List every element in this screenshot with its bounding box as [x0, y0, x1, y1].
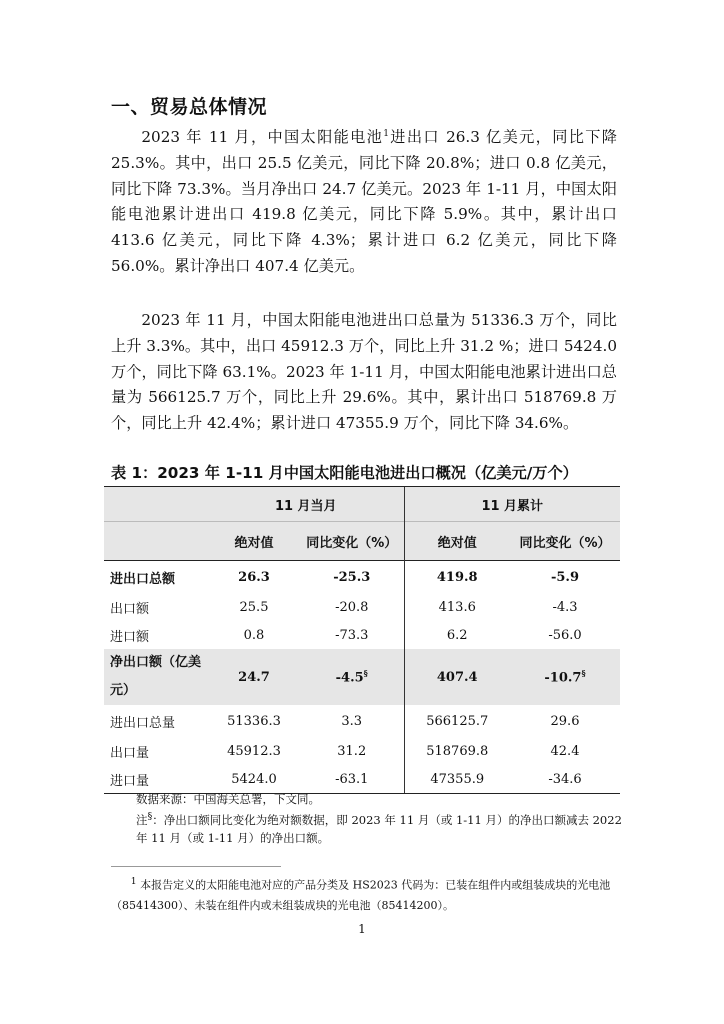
cell: -63.1: [300, 765, 404, 794]
row-label: 出口量: [110, 745, 150, 761]
footnote-ref[interactable]: 1: [383, 128, 389, 139]
cell: -56.0: [548, 627, 582, 643]
footnote: [111, 872, 621, 916]
note-ref: §: [581, 668, 586, 679]
cell: [510, 649, 620, 705]
row-label: 进出口总量: [110, 715, 176, 731]
table-row: [104, 593, 620, 621]
paragraph-value-summary: [111, 125, 617, 280]
col-header-abs: 绝对值: [404, 522, 510, 561]
cell: -4.3: [552, 599, 578, 615]
cell: 29.6: [550, 713, 580, 729]
cell: 566125.7: [404, 705, 510, 737]
col-header-yoy: 同比变化（%）: [300, 522, 404, 561]
row-label: 出口额: [110, 601, 150, 617]
cell: 51336.3: [227, 713, 281, 729]
cell: 25.5: [239, 599, 269, 615]
cell: 26.3: [208, 561, 300, 594]
col-header-abs: 绝对值: [208, 522, 300, 561]
cell: 5424.0: [208, 765, 300, 794]
source-note: 数据来源：中国海关总署，下文同。: [136, 792, 320, 806]
paragraph-part: 2023 年 11 月，中国太阳能电池: [141, 128, 384, 146]
cell: 45912.3: [227, 743, 281, 759]
footnote-text: 本报告定义的太阳能电池对应的产品分类及 HS2023 代码为：已装在组件内或组装成块的光电池（85414300）、未装在组件内或未组装成块的光电池（85414200）。: [111, 878, 611, 912]
cell: 419.8: [404, 561, 510, 594]
cell: 6.2: [404, 621, 510, 649]
cell-value: -10.7: [544, 670, 582, 686]
trade-overview-table: [104, 486, 620, 794]
group-header-cumulative: 11 月累计: [404, 487, 620, 522]
row-label: 进口额: [110, 629, 150, 645]
cell: 42.4: [550, 743, 580, 759]
table-row: [104, 737, 620, 765]
table-row: [104, 705, 620, 737]
cell: 407.4: [404, 649, 510, 705]
cell: [300, 649, 404, 705]
row-label: 进口量: [104, 765, 208, 794]
cell: 413.6: [404, 593, 510, 621]
row-label: 净出口额（亿美元）: [104, 649, 208, 705]
cell: -34.6: [510, 765, 620, 794]
cell: 518769.8: [404, 737, 510, 765]
section-heading: 一、贸易总体情况: [111, 96, 268, 118]
col-header-yoy: 同比变化（%）: [510, 522, 620, 561]
table-row: [104, 561, 620, 594]
paragraph-volume-summary: 2023 年 11 月，中国太阳能电池进出口总量为 51336.3 万个，同比上升 3.3%。其中，出口 45912.3 万个，同比上升 31.2 %；进口 5424.0 万个，同比下降 63.1%。2023 年 1-11 月，中国太阳能电池累计进出口总量为 566125.7 万个，同比上升 29.6%。其中，累计出口 518769.8 万个，同比上升 42.4%；累计进口 47355.9 万个，同比下降 34.6%。: [111, 311, 617, 433]
footnote-divider: [111, 866, 281, 867]
header-corner: [104, 487, 208, 522]
group-header-month: 11 月当月: [208, 487, 404, 522]
cell: -73.3: [335, 627, 369, 643]
row-label: 进出口总额: [104, 561, 208, 594]
page-number: 1: [358, 922, 366, 936]
cell: 31.2: [337, 743, 367, 759]
header-corner: [104, 522, 208, 561]
cell: 47355.9: [404, 765, 510, 794]
note-ref: §: [363, 668, 368, 679]
note-text: ：净出口额同比变化为绝对额数据，即 2023 年 11 月（或 1-11 月）的净出口额减去 2022 年 11 月（或 1-11 月）的净出口额。: [136, 812, 622, 845]
cell-value: -4.5: [335, 670, 364, 686]
cell: 24.7: [208, 649, 300, 705]
paragraph-part: 进出口 26.3 亿美元，同比下降 25.3%。其中，出口 25.5 亿美元，同比下降 20.8%；进口 0.8 亿美元，同比下降 73.3%。当月净出口 24.7 亿美元。2023 年 1-11 月，中国太阳能电池累计进出口 419.8 亿美元，同比下降 5.9%。其中，累计出口 413.6 亿美元，同比下降 4.3%；累计进口 6.2 亿美元，同比下降 56.0%。累计净出口 407.4 亿美元。: [111, 128, 617, 275]
cell: 3.3: [341, 713, 363, 729]
table-row: [104, 621, 620, 649]
note-prefix: 注: [136, 812, 148, 827]
table-note: [136, 808, 626, 847]
footnote-mark: 1: [130, 876, 137, 887]
table-caption: 表 1：2023 年 1-11 月中国太阳能电池进出口概况（亿美元/万个）: [111, 464, 578, 482]
cell: -5.9: [510, 561, 620, 594]
cell: -25.3: [300, 561, 404, 594]
cell: -20.8: [335, 599, 369, 615]
note-mark: §: [147, 811, 153, 822]
cell: 0.8: [243, 627, 265, 643]
table-row: [104, 649, 620, 705]
